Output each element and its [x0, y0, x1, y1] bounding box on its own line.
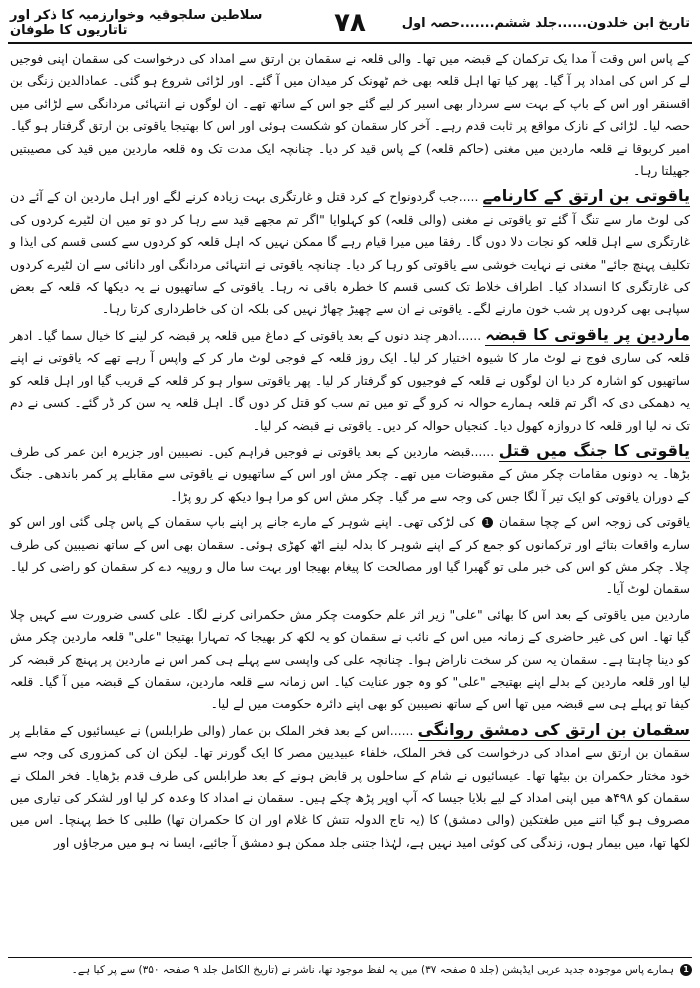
page-number: ۷۸: [334, 8, 366, 38]
paragraph-3: [10, 324, 690, 437]
section-heading: ماردین پر یاقوتی کا قبضہ: [485, 324, 690, 344]
paragraph-text: یاقوتی کی زوجہ اس کے چچا سقمان: [499, 514, 690, 530]
page-header: [8, 4, 692, 44]
paragraph-text: ......قبضہ ماردین کے بعد یاقوتی نے فوجیں فراہم کیں۔ نصیبین اور جزیرہ ابن عمر کی طرف بڑھا۔ یہ دونوں مقامات چکر مش کے مقبوضات میں تھے۔ چکر مش اور اس کے ساتھیوں نے یاقوتی سے مقابلے پر کمر باندھی۔ جنگ کے دوران یاقوتی کو ایک تیر آ لگا جس کی وجہ سے مر گیا۔ چکر مش اس کو مرا ہوا دیکھ کر رو پڑا۔: [10, 443, 690, 504]
paragraph-1: [10, 48, 690, 182]
footnote-marker: 1: [680, 964, 692, 976]
paragraph-5: [10, 511, 690, 601]
footnote: [8, 957, 692, 978]
paragraph-text: ......اس کے بعد فخر الملک بن عمار (والی طرابلس) نے عیسائیوں کے مقابلے پر سقمان بن ارتق سے امداد کی درخواست کی فخر الملک، خلفاء عبیدیین مصر کا ایک گورنر تھا۔ لیکن ان کی کمزوری کی وجہ سے خود مختار حکمران بن بیٹھا تھا۔ عیسائیوں نے شام کے ساحلوں پر قابض ہونے کے بعد طرابلس کی طرف قدم بڑھایا۔ فخر الملک نے سقمان کو ۴۹۸ھ میں اپنی امداد کے لیے بلایا جیسا کہ آپ اوپر پڑھ چکے ہیں۔ سقمان نے امداد کا وعدہ کر لیا اور لشکر کی تیاری میں مصروف ہو گیا اتنے میں طغتکین (والی دمشق) کا (یہ تاج الدولہ تتش کا غلام اور ان کا حکمران تھا) طلبی کا خط پہنچا۔ اس میں لکھا تھا، میں بیمار ہوں، زندگی کی کوئی امید نہیں ہے، لہٰذا جتنی جلد ممکن ہو دمشق آ جائیے، ایسا نہ ہو میں مرجاؤں اور: [10, 722, 690, 850]
paragraph-text: .....جب گردونواح کے کرد قتل و غارتگری بہت زیادہ کرنے لگے اور اہل ماردین ان کے آئے دن کی لوٹ مار سے تنگ آ گئے تو یاقوتی نے مغنی (والی قلعہ) کو کہلوایا "اگر تم مجھے قید سے رہا کر دو تو میں ان لٹیرے کردوں کی غارتگری سے اہل قلعہ کو نجات دلا دوں گا۔ رفقا میں میرا قیام رہے گا ممکن نہیں کہ اہل قلعہ کو کردوں سے کسی قسم کی ایذا و تکلیف پہنچ جائے" مغنی نے نہایت خوشی سے یاقوتی کو رہا کر دیا۔ چنانچہ یاقوتی نے انتہائی مردانگی اور دانائی سے ان لٹیرے کردوں کی غارتگری کا انسداد کیا۔ اطراف خلاط تک کسی قسم کا خطرہ باقی نہ رہا۔ یاقوتی کے ساتھیوں نے یہ دیکھا کہ قلعہ کے بعض سپاہی بھی کردوں پر شب خون مارنے لگے۔ یاقوتی نے ان سے چھیڑ چھاڑ نہیں کی بلکہ ان کی خاطرداری کرتا رہا۔: [10, 189, 690, 317]
paragraph-2: [10, 185, 690, 320]
paragraph-7: [10, 719, 690, 854]
body-text: [8, 44, 692, 854]
chapter-title: سلاطین سلجوقیہ وخوارزمیہ کا ذکر اور تاتاریوں کا طوفان: [10, 8, 263, 38]
section-heading: یاقوتی بن ارتق کے کارنامے: [482, 186, 690, 206]
paragraph-text: کی لڑکی تھی۔ اپنے شوہر کے مارے جانے پر اپنے باپ سقمان کے پاس چلی گئی اور اس کو سارے واقعات بتائے اور ترکمانوں کو جمع کر کے اپنے شوہر کا بدلہ لینے اٹھ کھڑی ہوئی۔ سقمان بھی اس کے ساتھ نصیبین کی طرف چلا۔ چکر مش کو اس کی خبر ملی تو گھبرا گیا اور مصالحت کا پیغام بھیجا اور بہت سا مال و روپیہ دے کر سقمان کو راضی کر لیا۔ سقمان لوٹ آیا۔: [10, 514, 690, 597]
paragraph-6: [10, 604, 690, 716]
paragraph-text: ماردین میں یاقوتی کے بعد اس کا بھائی "علی" زیر اثر علم حکومت چکر مش حکمرانی کرنے لگا۔ علی کسی ضرورت سے کہیں چلا گیا تھا۔ اس کی غیر حاضری کے زمانہ میں اس کے نائب نے سقمان کو یہ لکھ کر بھیجا کہ تمہارا بھتیجا "علی" قلعہ ماردین چکر مش کو دینا چاہتا ہے۔ سقمان یہ سن کر سخت ناراض ہوا۔ چنانچہ علی کی واپسی سے پہلے ہی کمر اس نے ماردین پر پہنچ کر قبضہ کر لیا اور قلعہ ماردین کے بدلے اپنے بھتیجے "علی" کو وہ جور عنایت کیا۔ اس زمانہ سے قلعہ ماردین، سقمان کے قبضہ میں آ گیا۔ قلعہ کیفا تو پہلے ہی سے قبضہ میں تھا اس کے ساتھ نصیبین کو بھی اپنے دائرہ حکومت میں لے لیا۔: [10, 606, 690, 712]
book-title: تاریخ ابن خلدون......جلد ششم.......حصہ اول: [401, 15, 690, 31]
paragraph-4: [10, 440, 690, 508]
document-page: [8, 4, 692, 984]
section-heading: یاقوتی کا جنگ میں قتل: [498, 440, 690, 460]
footnote-ref-marker: 1: [482, 517, 493, 528]
footnote-text: ہمارے پاس موجودہ جدید عربی ایڈیشن (جلد ۵ صفحہ ۳۷) میں یہ لفظ موجود تھا، ناشر نے (تاریخ الکامل جلد ۹ صفحہ ۳۵۰) سے پر کیا ہے۔: [71, 964, 674, 976]
paragraph-text: ......ادھر چند دنوں کے بعد یاقوتی کے دماغ میں قلعہ پر قبضہ کر لینے کا خیال سما گیا۔ ادھر قلعہ کی ساری فوج نے لوٹ مار کا شیوہ اختیار کر لیا۔ ایک روز قلعہ کے فوجی لوٹ مار کر کے واپس آ رہے تھے کہ یاقوتی نے اپنے ساتھیوں کو اشارہ کر دیا ان لوگوں نے قلعہ کے فوجیوں کو گرفتار کر لیا۔ پھر یاقوتی سوار ہو کر قلعہ کے قریب گیا اور اہل قلعہ کو یہ دھمکی دی کہ اگر تم قلعہ ہمارے حوالہ نہ کرو گے تو میں تم سب کو قتل کر دوں گا۔ اہل قلعہ یہ سن کر ڈر گئے۔ کسی نے دم تک نہ لیا اور قلعہ کا دروازہ کھول دیا۔ کنجیاں حوالہ کر دیں۔ یاقوتی نے قبضہ کر لیا۔: [10, 327, 690, 433]
paragraph-text: کے پاس اس وقت آ مدا یک ترکمان کے قبضہ میں تھا۔ والی قلعہ نے سقمان بن ارتق سے امداد کی درخواست کی سقمان اپنی فوجیں لے کر اس کی امداد پر آ گیا۔ پھر کیا تھا اہل قلعہ بھی خم ٹھونک کر میدان میں آ گئے۔ اور لڑائی شروع ہو گئی۔ عمادالدین زنگی بن اقسنقر اور اس کے باپ کے بہت سے سردار بھی اسیر کر لیے گئے جو اس کے ساتھ تھے۔ ان لوگوں نے انتہائی مردانگی سے لڑائی میں حصہ لیا۔ لڑائی کے نازک مواقع پر ثابت قدم رہے۔ آخر کار سقمان کو شکست ہوئی اور اس کا بھتیجا یاقوتی بن ارتق گرفتار ہو گیا۔ امیر کربوقا نے قلعہ ماردین میں مغنی (حاکم قلعہ) کے پاس قید کر دیا۔ چنانچہ ایک مدت تک وہ قلعہ ماردین میں قید کی مصیبتیں جھیلتا رہا۔: [10, 51, 690, 179]
section-heading: سقمان بن ارتق کی دمشق روانگی: [417, 719, 690, 739]
